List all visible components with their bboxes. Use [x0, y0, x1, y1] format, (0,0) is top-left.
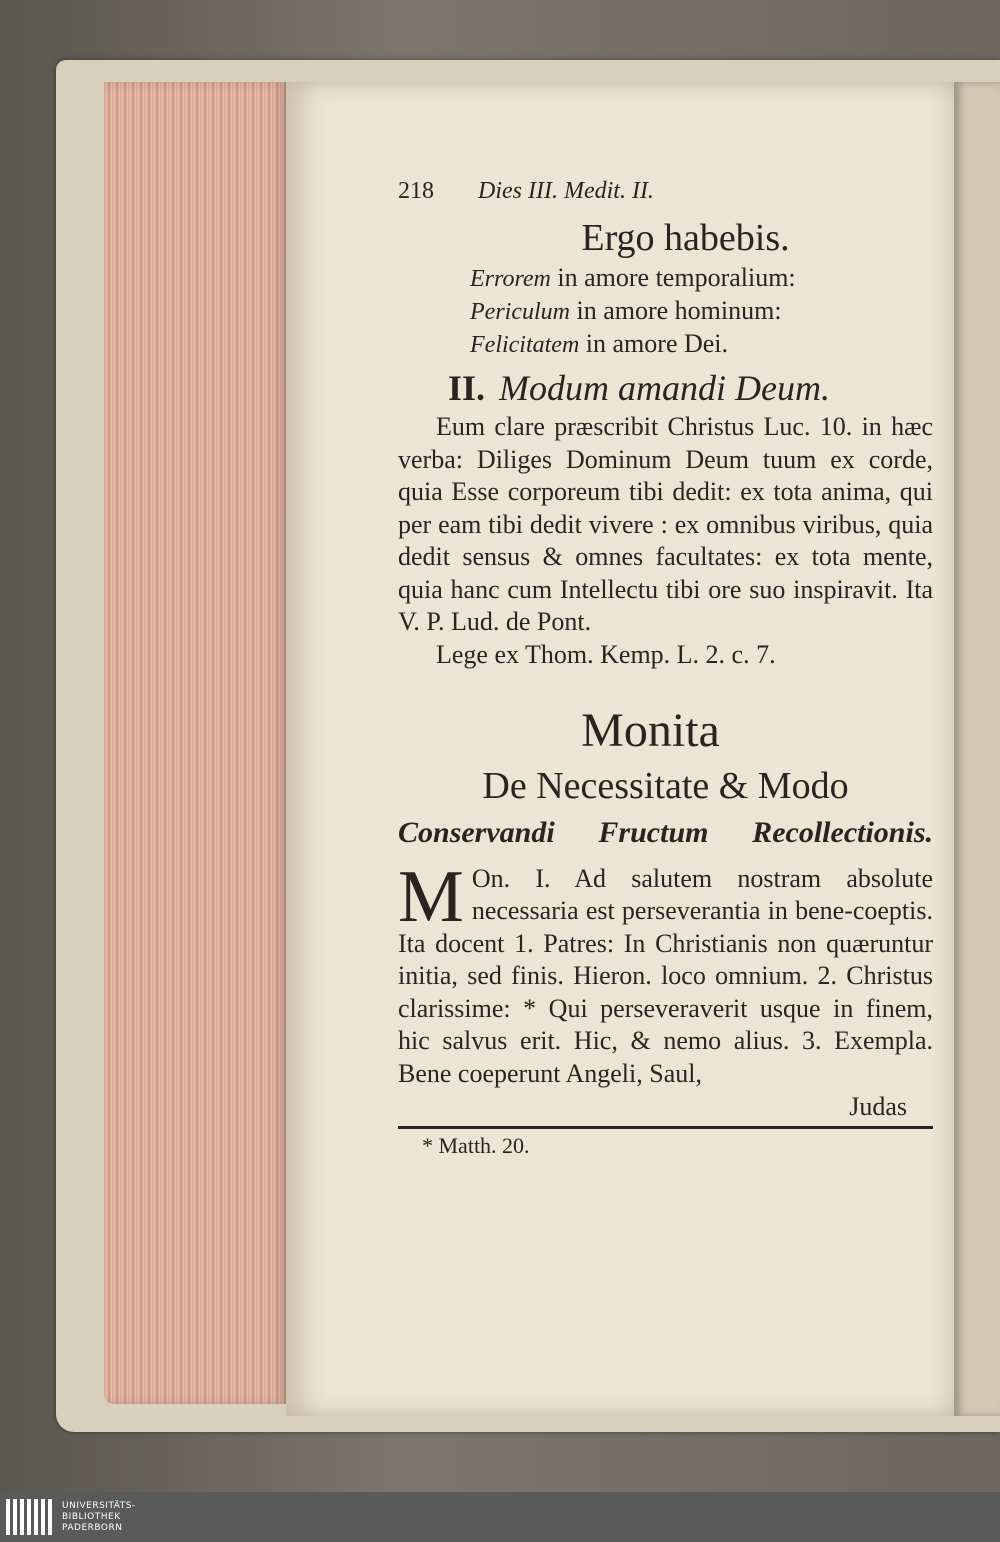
- page-edges: [104, 82, 286, 1404]
- monita-title: Monita: [581, 703, 720, 757]
- reference-line: Lege ex Thom. Kemp. L. 2. c. 7.: [436, 639, 776, 669]
- body-paragraph: Eum clare præscribit Christus Luc. 10. in hæc verba: Diliges Dominum Deum tuum ex corde, quia Esse corporeum tibi dedit: ex tota anima, qui per eam tibi dedit vivere : ex omnibus viribus, quia dedit sensus & omnes facultates: ex tota mente, quia hanc cum Intellectu tibi ore suo inspiravit. Ita V. P. Lud. de Pont.: [398, 412, 933, 636]
- monita-subtitle-2: Conservandi Fructum Recollectionis.: [398, 815, 933, 849]
- next-page-edge: [954, 82, 1000, 1416]
- catchword: Judas: [849, 1092, 907, 1121]
- section-number: II.: [448, 368, 486, 408]
- running-header: [398, 178, 933, 214]
- library-name: UNIVERSITÄTS- BIBLIOTHEK PADERBORN: [62, 1500, 136, 1533]
- drop-cap: M: [398, 855, 464, 938]
- monita-paragraph: M On. I. Ad salutem nostram absolute necessaria est perseverantia in bene-coeptis. Ita docent 1. Patres: In Christianis non quæruntur initia, sed finis. Hieron. loco omnium. 2. Christus clarissime: * Qui perseveraverit usque in finem, hic salvus erit. Hic, & nemo alius. 3. Exempla. Bene coeperunt Angeli, Saul,: [398, 855, 933, 1088]
- conclusion-item: Errorem in amore temporalium:: [470, 263, 796, 292]
- monita-subtitle: De Necessitate & Modo: [482, 764, 849, 807]
- section-title: Modum amandi Deum.: [499, 368, 830, 408]
- footnote: * Matth. 20.: [422, 1133, 530, 1158]
- conclusion-item: Periculum in amore hominum:: [470, 296, 782, 325]
- library-barcode-logo-icon: [6, 1499, 52, 1535]
- page-number: 218: [398, 178, 434, 204]
- conclusion-item: Felicitatem in amore Dei.: [470, 329, 729, 358]
- library-footer: [0, 1492, 1000, 1542]
- page-text: [398, 178, 933, 1163]
- heading-ergo: Ergo habebis.: [581, 217, 790, 259]
- section-heading: [448, 365, 933, 411]
- running-head: Dies III. Medit. II.: [478, 178, 654, 204]
